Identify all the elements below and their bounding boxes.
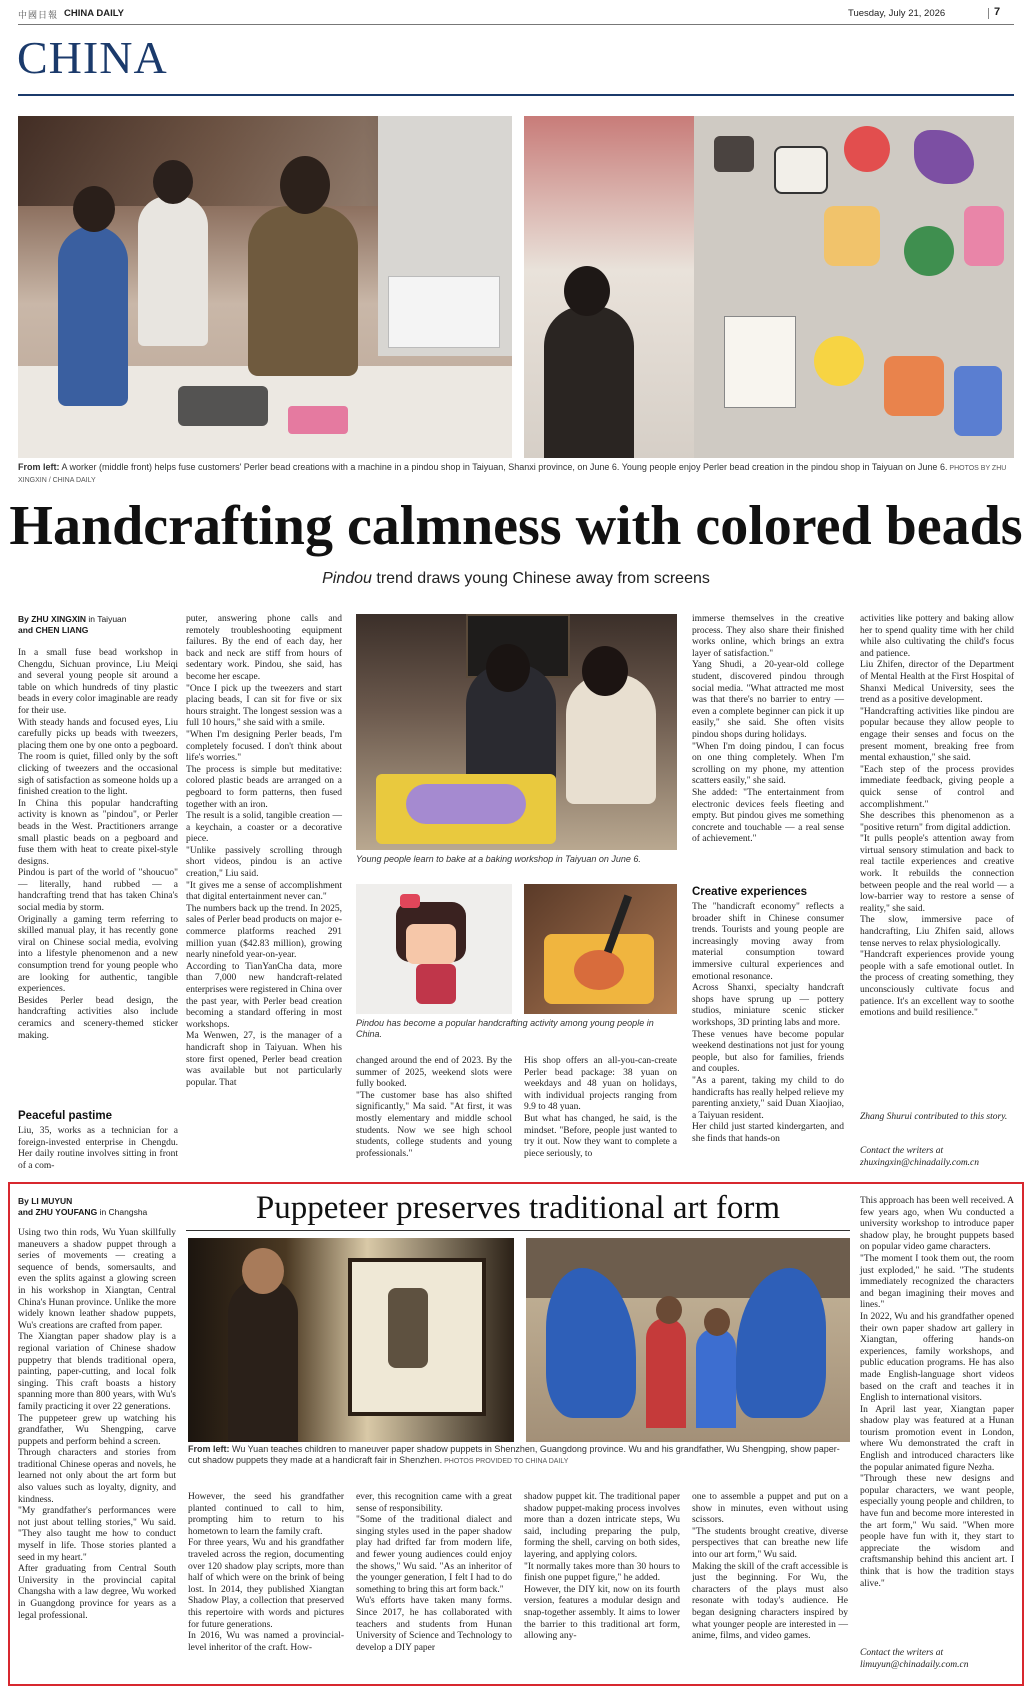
article2-col1-body: Using two thin rods, Wu Yuan skillfully maneuvers a shadow puppet through a series of movements — creating a sequence of bends, somersaults, and even the splits against a glowing screen in his workshop in Xiangtan, Central China's Hunan province. Unlike the more widely known leather shadow puppets, Wu's creations are crafted from paper. The Xiangtan paper shadow play is a regional variation of Chinese shadow puppetry that blends traditional opera, painting, paper-cutting, and local folk singing. This craft boasts a history spanning more than 800 years, with Wu's family practicing it over 22 generations. The puppeteer grew up watching his grandfather, Wu Shengping, carve puppets and perform behind a screen. Through characters and stories from traditional Chinese operas and novels, he learned not only about the art form but also values such as loyalty, dignity, and kindness. "My grandfather's performances were not just about telling stories," Wu said. "They also taught me how to conduct myself in life. Those stories planted a seed in my heart." After graduating from Central South University in the provincial capital Changsha with a law degree, Wu worked in Guangdong province for years as a legal professional. — [18, 1228, 176, 1621]
article2-col2-body: However, the seed his grandfather planted continued to call to him, prompting him to return to his hometown to learn the family craft. For three years, Wu and his grandfather traveled across the region, documenting over 120 shadow play scripts, more than half of which were on the brink of being lost. In 2014, they published Xiangtan Shadow Play, a collection that preserved this repertoire with words and pictures for future generations. In 2016, Wu was named a provincial-level inheritor of the craft. How- — [188, 1492, 344, 1653]
article2-caption-credit: PHOTOS PROVIDED TO CHINA DAILY — [442, 1458, 569, 1465]
photo-bead-fusing-workshop — [18, 116, 512, 458]
masthead-logo: 中國日報 — [18, 10, 59, 20]
article1-subhead-peaceful-pastime: Peaceful pastime — [18, 1110, 112, 1122]
article2-col6-body: This approach has been well received. A few years ago, when Wu conducted a university workshop to introduce paper shadow play, he brought puppets based on popular video game characters. "The moment I took them out, the room just exploded," he said. "The students immediately recognized the characters and began imagining their moves and lines." In 2022, Wu and his grandfather opened their own paper shadow art gallery in Xiangtan, offering hands-on experiences, family workshops, and public education programs. He has also made English-language short videos based on the craft and teaches it in English to international visitors. In April last year, Xiangtan paper shadow play was featured at a Hunan tourism promotion event in London, where Wu demonstrated the craft in English and introduced characters like the popular animated figure Nezha. "Through these new designs and popular characters, we want people, especially young people and children, to have fun and become more interested in the art form," Wu said. "When more people have fun with it, they start to appreciate the wisdom and craftsmanship behind this ancient art. I think that is how the tradition stays alive." — [860, 1196, 1014, 1589]
article1-contact-email[interactable]: zhuxingxin@chinadaily.com.cn — [860, 1158, 980, 1168]
article1-byline — [18, 614, 178, 636]
article1-col5b-body: The "handicraft economy" reflects a broader shift in Chinese consumer trends. Tourists and young people are increasingly moving away from material consumption toward immersive cultural experiences and emotional resonance. Across Shanxi, specialty handcraft shops have sprung up — pottery studios, miniature scenic sticker workshops, 3D printing labs and more. These venues have become popular weekend destinations not just for young people, but also for families, friends and couples. "As a parent, taking my child to do handicrafts has really helped relieve my parenting anxiety," said Duan Xiaojiao, a Taiyuan resident. Her child just started kindergarten, and she finds that hands-on — [692, 902, 844, 1144]
article1-col5-body: immerse themselves in the creative process. They also share their finished works online, which brings an extra layer of satisfaction." Yang Shudi, a 20-year-old college student, discovered pindou through social media. "What attracted me most was that there's no barrier to entry — even a complete beginner can pick it up easily," she said. She often visits pindou shops during holidays. "When I'm doing pindou, I can focus on one thing completely. When I'm scrolling on my phone, my attention scatters easily," she said. She added: "The entertainment from electronic devices feels fleeting and empty. But pindou gives me something concrete and touchable — a real sense of achievement." — [692, 614, 844, 845]
masthead-rule — [18, 24, 1014, 25]
article1-col6-body: activities like pottery and baking allow her to spend quality time with her child while also cultivating the child's focus and patience. Liu Zhifen, director of the Department of Mental Health at the First Hospital of Shanxi Medical University, sees the trend as a positive development. "Handcrafting activities like pindou are popular because they allow people to engage their senses and focus on the present moment, breaking free from mental exhaustion," she said. "Each step of the process provides immediate feedback, giving people a quick sense of control and accomplishment." She describes this phenomenon as a "positive return" from digital addiction. "It pulls people's attention away from virtual sensory stimulation and back to real tactile experiences and creative work. It rebuilds the connection between people and the real world — a low-barrier way to restore a sense of reality," she said. The slow, immersive pace of handcrafting, Liu Zhifen said, allows tense nerves to relax physiologically. "Handcraft experiences provide young people with a safe emotional outlet. In the process of creating something, they unconsciously cultivate focus and patience. It's an excellent way to soothe emotions and build resilience." — [860, 614, 1014, 1019]
article2-caption-lead: From left: — [188, 1444, 230, 1454]
article2-col4-body: shadow puppet kit. The traditional paper shadow puppet-making process involves more than a dozen intricate steps, Wu said, including preparing the pulp, forming the shell, carving on both sides, layering, and applying colors. "It normally takes more than 30 hours to finish one puppet figure," he added. However, the DIY kit, now on its fourth version, features a modular design and snap-together assembly. It aims to lower the barrier to this traditional art form, allowing any- — [524, 1492, 680, 1642]
photo-bead-ironing — [524, 884, 677, 1014]
article2-byline1-name: By LI MUYUN — [18, 1196, 73, 1206]
article2-caption-text: Wu Yuan teaches children to maneuver paper shadow puppets in Shenzhen, Guangdong province. Wu and his grandfather, Wu Shengping, show paper-cut shadow puppets they made at a handicraft fair in Shenzhen. — [188, 1444, 840, 1465]
article2-col5-body: one to assemble a puppet and put on a show in minutes, even without using scissors. "The students brought creative, diverse perspectives that can breathe new life into our art form," Wu said. Making the skill of the craft accessible is just the beginning. For Wu, the characters of the plays must also resonate with today's audience. He began designing characters inspired by what younger people are interested in — anime, films, and video games. — [692, 1492, 848, 1642]
article2-photo-caption — [188, 1444, 850, 1467]
article2-contact-email[interactable]: limuyun@chinadaily.com.cn — [860, 1660, 969, 1670]
article2-headline: Puppeteer preserves traditional art form — [255, 1190, 781, 1226]
article1-contact-label: Contact the writers at — [860, 1146, 944, 1156]
article2-contact-label: Contact the writers at — [860, 1648, 944, 1658]
article1-col2-body: puter, answering phone calls and remotely troubleshooting equipment failures. By the end of each day, her back and neck are stiff from hours of sedentary work. Pindou, she said, has become her escape. "Once I pick up the tweezers and start placing beads, I can sit for five or six hours straight. The longest session was a full 10 hours," she said with a smile. "When I'm designing Perler beads, I'm completely focused. I don't think about life's worries." The process is simple but meditative: colored plastic beads are arranged on a pegboard to form patterns, then fused together with an iron. The result is a solid, tangible creation — a keychain, a coaster or a decorative piece. "Unlike passively scrolling through short videos, pindou is an active creation," Liu said. "It gives me a sense of accomplishment that digital entertainment never can." The numbers back up the trend. In 2025, sales of Perler bead products on major e-commerce platforms reached 291 million yuan ($42.83 million), growing nearly ninefold year-on-year. According to TianYanCha data, more than 7,000 new handcraft-related enterprises were registered in China over the past year, with Perler bead creation becoming a standard offering in most workshops. Ma Wenwen, 27, is the manager of a handicraft shop in Taiyuan. When his store first opened, Perler bead creation was available but not particularly popular. That — [186, 614, 342, 1088]
page-number: 7 — [994, 6, 1001, 18]
article1-col3-body: changed around the end of 2023. By the summer of 2025, weekend slots were fully booked. "The customer base has also shifted significantly," Ma said. "At first, it was mostly elementary and middle school students. Now we see high school students, college students and young professionals." — [356, 1056, 512, 1159]
article1-byline1-loc: in Taiyuan — [86, 614, 127, 624]
article1-subhead-creative-experiences: Creative experiences — [692, 886, 808, 898]
article2-byline2-loc: in Changsha — [97, 1207, 148, 1217]
article1-dek — [0, 570, 1032, 588]
photo-baking-caption: Young people learn to bake at a baking workshop in Taiyuan on June 6. — [356, 854, 641, 864]
photo-shadow-puppet-teaching — [188, 1238, 514, 1442]
photo-shadow-puppet-fair — [526, 1238, 850, 1442]
top-caption-text: A worker (middle front) helps fuse customers' Perler bead creations with a machine in a pindou shop in Taiyuan, Shanxi province, on June 6. Young people enjoy Perler bead creation in the pindou shop in Taiyuan on June 6. — [59, 462, 948, 472]
article1-headline: Handcrafting calmness with colored beads — [9, 495, 1023, 557]
photo-baking-workshop — [356, 614, 677, 850]
article1-col1-body: In a small fuse bead workshop in Chengdu, Sichuan province, Liu Meiqi and several young people sit around a table on which hundreds of tiny plastic beads in every color imaginable are ready for their use. With steady hands and focused eyes, Liu carefully picks up beads with tweezers, placing them one by one onto a pegboard. The room is quiet, filled only by the soft clicking of tweezers and the occasional sigh of satisfaction as someone holds up a finished creation to the light. In China this popular handcrafting activity is known as "pindou", or Perler beads in the West. Practitioners arrange small plastic beads on a pegboard and fuse them with heat to create pixel-style designs. Pindou is part of the world of "shoucuo" — literally, hand rubbed — a handcrafting trend that has taken China's social media by storm. Originally a gaming term referring to skilled manual play, it has recently gone viral on Chinese social media, evolving into a lifestyle phenomenon and a new consumption trend for young people who are looking for authentic, tangible experiences. Besides Perler bead design, the handcrafting activities also include ceramics and scenery-themed sticker making. — [18, 648, 178, 1041]
masthead-paper-name: CHINA DAILY — [64, 8, 124, 19]
section-rule — [18, 94, 1014, 96]
article2-byline — [18, 1196, 178, 1218]
top-caption-credit: PHOTOS BY ZHU XINGXIN / CHINA DAILY — [18, 465, 1007, 484]
masthead-date: Tuesday, July 21, 2026 — [848, 8, 946, 19]
article2-col3-body: ever, this recognition came with a great sense of responsibility. "Some of the traditional dialect and singing styles used in the paper shadow play had drifted far from modern life, and fewer young audiences could enjoy the shows," Wu said. "As an inheritor of the younger generation, I felt I had to do something to bring this art form back." Wu's efforts have taken many forms. Since 2017, he has collaborated with teachers and students from Hunan University of Science and Technology to develop a DIY paper — [356, 1492, 512, 1653]
masthead-divider-tick — [988, 8, 989, 19]
article1-dek-rest: trend draws young Chinese away from screens — [371, 570, 710, 587]
article2-headline-rule — [186, 1230, 850, 1231]
article2-byline2-name: and ZHU YOUFANG — [18, 1207, 98, 1217]
top-photo-caption — [18, 462, 1014, 486]
section-title: CHINA — [17, 32, 168, 83]
top-caption-lead: From left: — [18, 462, 60, 472]
photo-pindou-caption: Pindou has become a popular handcrafting activity among young people in China. — [356, 1018, 654, 1039]
article1-col1b-body: Liu, 35, works as a technician for a foreign-invested enterprise in Chengdu. Her daily routine involves sitting in front of a com- — [18, 1126, 178, 1171]
article1-contributor-note: Zhang Shurui contributed to this story. — [860, 1112, 1008, 1122]
photo-bead-girl-figure — [356, 884, 512, 1014]
article1-col4-body: His shop offers an all-you-can-create Perler bead package: 38 yuan on weekdays and 48 yuan on holidays, with individual projects ranging from 9.9 to 48 yuan. But what has changed, he said, is the mindset. "Before, people just wanted to try it out. Now they want to complete a piece seriously, to — [524, 1056, 677, 1159]
article1-byline1-name: By ZHU XINGXIN — [18, 614, 87, 624]
photo-perler-bead-wall — [524, 116, 1014, 458]
article1-byline2: and CHEN LIANG — [18, 625, 89, 635]
article1-dek-italic: Pindou — [322, 570, 372, 587]
